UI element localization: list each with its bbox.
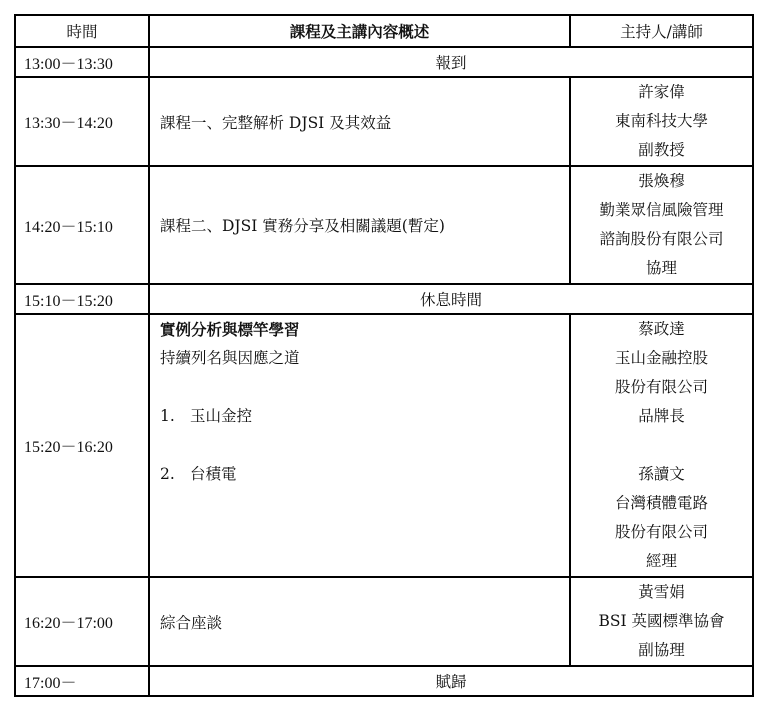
table-row	[15, 47, 753, 77]
host-title: 協理	[645, 259, 677, 277]
host-name: 孫讀文	[638, 465, 685, 483]
host-cell	[570, 77, 753, 166]
host-org: BSI 英國標準協會	[598, 612, 725, 630]
agenda-table	[14, 14, 754, 697]
item-number: 1.	[160, 407, 175, 425]
host-name: 蔡政達	[638, 320, 685, 338]
host-cell	[570, 577, 753, 666]
time-cell: 17:00－	[15, 666, 149, 696]
host-name: 許家偉	[638, 83, 685, 101]
host-org: 股份有限公司	[614, 523, 708, 541]
time-cell: 15:20－16:20	[15, 314, 149, 577]
item-text: 台積電	[190, 465, 237, 483]
session-cell: 賦歸	[149, 666, 753, 696]
session-cell: 休息時間	[149, 284, 753, 314]
header-row	[15, 15, 753, 47]
session-subtitle: 持續列名與因應之道	[160, 349, 300, 367]
host-title: 副協理	[638, 641, 685, 659]
host-org: 玉山金融控股	[614, 349, 708, 367]
list-item	[160, 460, 569, 489]
host-org: 勤業眾信風險管理	[599, 201, 724, 219]
header-time: 時間	[15, 15, 149, 47]
host-org: 東南科技大學	[614, 112, 708, 130]
table-row	[15, 77, 753, 166]
table-row	[15, 166, 753, 284]
time-cell: 14:20－15:10	[15, 166, 149, 284]
table-row	[15, 284, 753, 314]
session-cell: 報到	[149, 47, 753, 77]
session-cell	[149, 314, 570, 577]
time-cell: 16:20－17:00	[15, 577, 149, 666]
table-row	[15, 577, 753, 666]
host-cell	[570, 166, 753, 284]
session-cell: 課程二、DJSI 實務分享及相關議題(暫定)	[149, 166, 570, 284]
host-cell	[570, 314, 753, 577]
host-org: 諮詢股份有限公司	[599, 230, 724, 248]
session-cell: 課程一、完整解析 DJSI 及其效益	[149, 77, 570, 166]
list-item	[160, 402, 569, 431]
host-name: 張煥穆	[638, 172, 685, 190]
header-content: 課程及主講內容概述	[149, 15, 570, 47]
header-host: 主持人/講師	[570, 15, 753, 47]
session-cell: 綜合座談	[149, 577, 570, 666]
table-row	[15, 666, 753, 696]
host-title: 副教授	[638, 141, 685, 159]
item-number: 2.	[160, 465, 175, 483]
time-cell: 15:10－15:20	[15, 284, 149, 314]
time-cell: 13:30－14:20	[15, 77, 149, 166]
host-org: 股份有限公司	[614, 378, 708, 396]
host-title: 經理	[645, 552, 677, 570]
session-title: 實例分析與標竿學習	[160, 320, 300, 339]
item-text: 玉山金控	[190, 407, 253, 425]
host-name: 黃雪娟	[638, 583, 685, 601]
host-title: 品牌長	[638, 407, 685, 425]
host-org: 台灣積體電路	[614, 494, 708, 512]
time-cell: 13:00－13:30	[15, 47, 149, 77]
table-row	[15, 314, 753, 577]
